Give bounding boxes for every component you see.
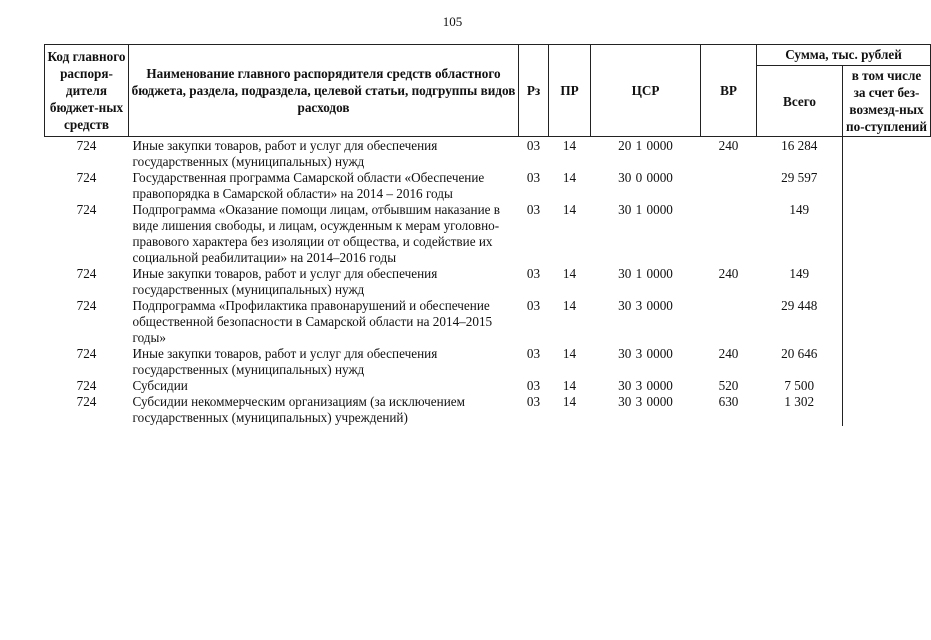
row-rz: 03 xyxy=(526,298,541,313)
row-name: Иные закупки товаров, работ и услуг для обеспечения государственных (муниципальных) нужд xyxy=(132,346,438,377)
row-pr: 14 xyxy=(562,346,577,361)
row-csr: 30 3 0000 xyxy=(618,346,673,361)
row-pr: 14 xyxy=(562,394,577,409)
row-free xyxy=(843,378,931,394)
row-total: 7 500 xyxy=(784,378,815,393)
row-rz: 03 xyxy=(526,346,541,361)
table-row xyxy=(45,394,931,426)
row-name: Подпрограмма «Оказание помощи лицам, отбывшим наказание в виде лишения свободы, и лицам, осужденным к мерам уголовно-правового характера без изоляции от общества, и содействие их социальной реабилитации» на 2014–2016 годы xyxy=(132,202,500,265)
page-number: 105 xyxy=(442,14,463,29)
row-free xyxy=(843,394,931,426)
row-code: 724 xyxy=(76,170,97,185)
row-vr xyxy=(701,170,757,202)
header-total: Всего xyxy=(757,66,843,137)
header-pr: ПР xyxy=(549,45,591,137)
row-free xyxy=(843,137,931,171)
row-rz: 03 xyxy=(526,394,541,409)
row-free xyxy=(843,346,931,378)
table-row xyxy=(45,137,931,171)
row-pr: 14 xyxy=(562,138,577,153)
table-body xyxy=(45,137,931,427)
table-row xyxy=(45,170,931,202)
row-rz: 03 xyxy=(526,170,541,185)
table-row xyxy=(45,346,931,378)
row-free xyxy=(843,298,931,346)
row-vr: 630 xyxy=(718,394,739,409)
table-header xyxy=(45,45,931,137)
row-code: 724 xyxy=(76,202,97,217)
row-code: 724 xyxy=(76,378,97,393)
row-code: 724 xyxy=(76,266,97,281)
row-pr: 14 xyxy=(562,266,577,281)
row-vr xyxy=(701,298,757,346)
row-csr: 30 3 0000 xyxy=(618,378,673,393)
row-rz: 03 xyxy=(526,138,541,153)
row-vr: 240 xyxy=(718,266,739,281)
row-name: Государственная программа Самарской области «Обеспечение правопорядка в Самарской области» на 2014 – 2016 годы xyxy=(132,170,485,201)
row-free xyxy=(843,266,931,298)
row-csr: 30 3 0000 xyxy=(618,394,673,409)
row-name: Субсидии xyxy=(132,378,188,393)
table-row xyxy=(45,298,931,346)
row-code: 724 xyxy=(76,138,97,153)
row-name: Иные закупки товаров, работ и услуг для обеспечения государственных (муниципальных) нужд xyxy=(132,138,438,169)
row-total: 20 646 xyxy=(781,346,818,361)
row-code: 724 xyxy=(76,346,97,361)
row-free xyxy=(843,202,931,266)
row-rz: 03 xyxy=(526,266,541,281)
table-row xyxy=(45,202,931,266)
row-name: Иные закупки товаров, работ и услуг для обеспечения государственных (муниципальных) нужд xyxy=(132,266,438,297)
row-total: 149 xyxy=(789,266,810,281)
header-code: Код главного распоря-дителя бюджет-ных средств xyxy=(45,45,129,137)
row-total: 29 448 xyxy=(781,298,818,313)
header-sum: Сумма, тыс. рублей xyxy=(757,45,931,66)
row-code: 724 xyxy=(76,394,97,409)
row-csr: 30 1 0000 xyxy=(618,266,673,281)
row-name: Субсидии некоммерческим организациям (за исключением государственных (муниципальных) учреждений) xyxy=(132,394,465,425)
row-pr: 14 xyxy=(562,298,577,313)
row-total: 16 284 xyxy=(781,138,818,153)
header-free: в том числе за счет без-возмезд-ных по-ступлений xyxy=(843,66,931,137)
row-vr: 520 xyxy=(718,378,739,393)
row-pr: 14 xyxy=(562,170,577,185)
row-free xyxy=(843,170,931,202)
header-name: Наименование главного распорядителя средств областного бюджета, раздела, подраздела, целевой статьи, подгруппы видов расходов xyxy=(129,45,519,137)
row-csr: 20 1 0000 xyxy=(618,138,673,153)
header-rz: Рз xyxy=(519,45,549,137)
row-vr xyxy=(701,202,757,266)
row-pr: 14 xyxy=(562,202,577,217)
row-total: 29 597 xyxy=(781,170,818,185)
table-row xyxy=(45,266,931,298)
row-total: 1 302 xyxy=(784,394,815,409)
row-total: 149 xyxy=(789,202,810,217)
row-vr: 240 xyxy=(718,138,739,153)
header-csr: ЦСР xyxy=(591,45,701,137)
row-name: Подпрограмма «Профилактика правонарушений и обеспечение общественной безопасности в Самарской области на 2014–2015 годы» xyxy=(132,298,493,345)
row-csr: 30 1 0000 xyxy=(618,202,673,217)
row-csr: 30 0 0000 xyxy=(618,170,673,185)
table-row xyxy=(45,378,931,394)
row-csr: 30 3 0000 xyxy=(618,298,673,313)
row-code: 724 xyxy=(76,298,97,313)
budget-table xyxy=(44,44,931,426)
row-pr: 14 xyxy=(562,378,577,393)
header-vr: ВР xyxy=(701,45,757,137)
row-rz: 03 xyxy=(526,202,541,217)
row-vr: 240 xyxy=(718,346,739,361)
row-rz: 03 xyxy=(526,378,541,393)
